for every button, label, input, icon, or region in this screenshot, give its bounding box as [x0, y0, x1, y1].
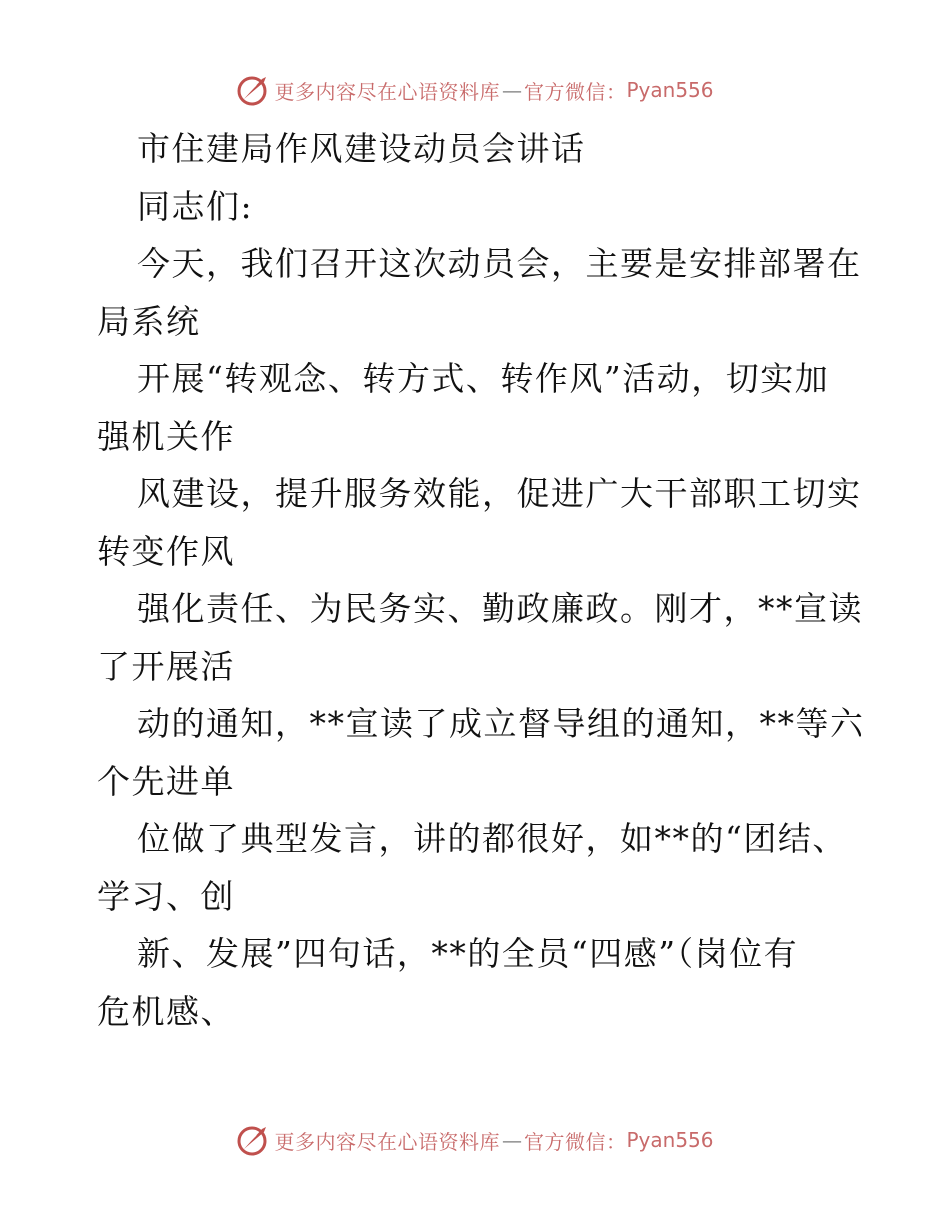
paragraph-line: 个先进单: [97, 761, 235, 801]
paragraph-line: 动的通知，**宣读了成立督导组的通知，**等六: [137, 704, 865, 743]
paragraph-line: 危机感、: [97, 991, 235, 1031]
paragraph-line: 位做了典型发言，讲的都很好，如**的“团结、: [137, 819, 847, 858]
paragraph-line: 开展“转观念、转方式、转作风”活动，切实加: [137, 359, 830, 398]
watermark-label: 官方微信：: [523, 79, 627, 104]
watermark-account: Pyan556: [626, 78, 714, 102]
greeting: 同志们:: [137, 186, 254, 226]
document-title: 市住建局作风建设动员会讲话: [137, 129, 586, 168]
paragraph-line: 强化责任、为民务实、勤政廉政。刚才，**宣读: [137, 589, 863, 628]
watermark-separator: —: [501, 1128, 522, 1152]
watermark-text: 更多内容尽在心语资料库: [274, 79, 500, 104]
header-watermark: [0, 70, 950, 110]
watermark-account: Pyan556: [626, 1128, 714, 1152]
footer-watermark: [0, 1120, 950, 1160]
document-body: [97, 120, 865, 1040]
paragraph-line: 转变作风: [97, 531, 235, 571]
watermark-label: 官方微信：: [523, 1129, 627, 1154]
watermark-separator: —: [501, 78, 522, 102]
paragraph-line: 新、发展”四句话，**的全员“四感”（岗位有: [137, 934, 799, 973]
paragraph-line: 今天，我们召开这次动员会，主要是安排部署在: [137, 244, 862, 283]
paragraph-line: 风建设，提升服务效能，促进广大干部职工切实: [137, 474, 862, 513]
paragraph-line: 局系统: [97, 301, 201, 341]
quill-pen-logo-icon: [236, 73, 270, 107]
paragraph-line: 了开展活: [97, 646, 235, 686]
quill-pen-logo-icon: [236, 1123, 270, 1157]
paragraph-line: 强机关作: [97, 416, 235, 456]
paragraph-line: 学习、创: [97, 876, 235, 916]
watermark-text: 更多内容尽在心语资料库: [274, 1129, 500, 1154]
